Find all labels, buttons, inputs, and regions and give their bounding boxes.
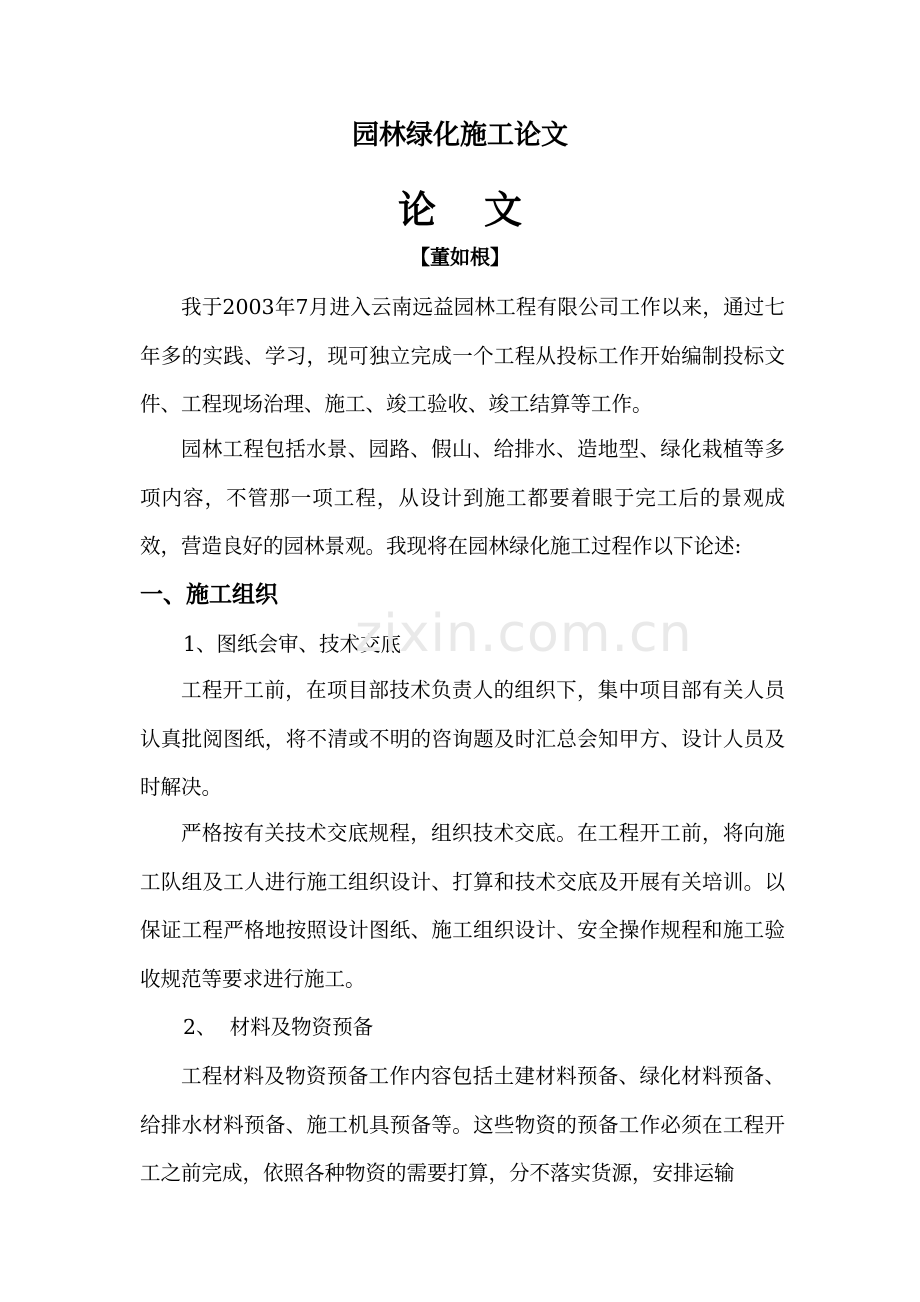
intro-paragraph-1: 我于2003年7月进入云南远益园林工程有限公司工作以来，通过七年多的实践、学习，现可独立完成一个工程从投标工作开始编制投标文件、工程现场治理、施工、竣工验收、竣工结算等工作。 bbox=[140, 295, 785, 416]
section-1-item-2-paragraph-1: 工程材料及物资预备工作内容包括土建材料预备、绿化材料预备、给排水材料预备、施工机具预备等。这些物资的预备工作必须在工程开工之前完成，依照各种物资的需要打算，分不落实货源，安排运输 bbox=[140, 1064, 785, 1185]
section-1-heading: 一、施工组织 bbox=[140, 582, 278, 608]
watermark: zixin.com.cn bbox=[355, 604, 693, 664]
section-1-item-1-paragraph-2: 严格按有关技术交底规程，组织技术交底。在工程开工前，将向施工队组及工人进行施工组织设计、打算和技术交底及开展有关培训。以保证工程严格地按照设计图纸、施工组织设计、安全操作规程和施工验收规范等要求进行施工。 bbox=[140, 821, 785, 991]
intro-paragraph-2: 园林工程包括水景、园路、假山、给排水、造地型、绿化栽植等多项内容，不管那一项工程，从设计到施工都要着眼于完工后的景观成效，营造良好的园林景观。我现将在园林绿化施工过程作以下论述: bbox=[140, 437, 785, 558]
section-1-item-2-title: 2、 材料及物资预备 bbox=[183, 1015, 374, 1039]
document-subtitle: 论文 bbox=[397, 188, 570, 232]
section-1-item-1-title: 1、图纸会审、技术交底 bbox=[183, 632, 402, 656]
section-1-item-1-paragraph-1: 工程开工前，在项目部技术负责人的组织下，集中项目部有关人员认真批阅图纸，将不清或不明的咨询题及时汇总会知甲方、设计人员及时解决。 bbox=[140, 678, 785, 799]
author-name: 【董如根】 bbox=[410, 245, 510, 269]
document-title: 园林绿化施工论文 bbox=[352, 120, 568, 151]
